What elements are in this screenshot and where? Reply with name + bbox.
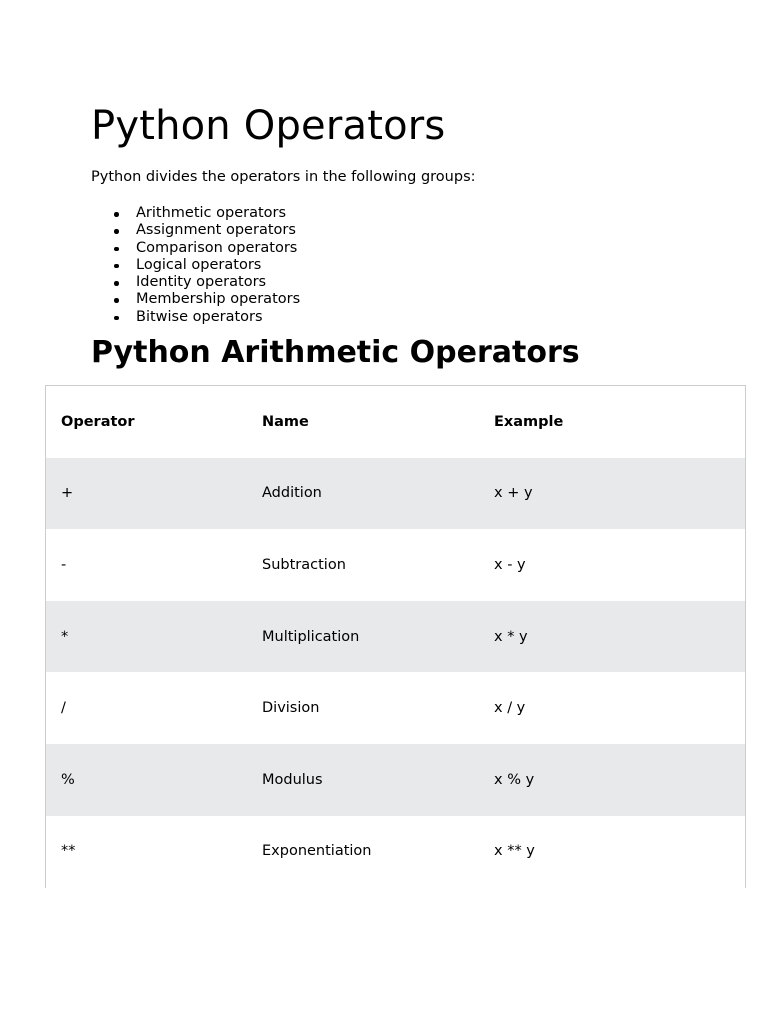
example-cell: x % y	[494, 771, 535, 788]
table-row	[46, 816, 745, 888]
name-cell: Division	[262, 700, 320, 717]
header-example: Example	[494, 413, 564, 430]
operator-cell: -	[61, 556, 67, 573]
operator-cell: **	[61, 843, 76, 860]
operators-table	[46, 386, 745, 887]
header-name: Name	[262, 413, 309, 430]
list-item: Bitwise operators	[136, 309, 300, 326]
name-cell: Subtraction	[262, 556, 346, 573]
example-cell: x - y	[494, 556, 526, 573]
name-cell: Exponentiation	[262, 843, 372, 860]
list-item: Logical operators	[136, 257, 300, 274]
example-cell: x * y	[494, 628, 528, 645]
table-row	[46, 672, 745, 744]
name-cell: Addition	[262, 485, 322, 502]
table-row	[46, 529, 745, 601]
table-row	[46, 601, 745, 673]
table-row	[46, 458, 745, 530]
name-cell: Modulus	[262, 771, 323, 788]
example-cell: x / y	[494, 700, 526, 717]
example-cell: x ** y	[494, 843, 535, 860]
section-title: Python Arithmetic Operators	[91, 335, 580, 370]
operator-cell: +	[61, 485, 74, 502]
table-row	[46, 744, 745, 816]
list-item: Arithmetic operators	[136, 205, 300, 222]
list-item: Identity operators	[136, 274, 300, 291]
operator-cell: /	[61, 700, 66, 717]
list-item: Membership operators	[136, 291, 301, 308]
name-cell: Multiplication	[262, 628, 360, 645]
intro-text: Python divides the operators in the following groups:	[91, 169, 476, 185]
operator-groups-list	[136, 205, 300, 326]
page-title: Python Operators	[91, 103, 446, 149]
example-cell: x + y	[494, 485, 533, 502]
list-item: Comparison operators	[136, 240, 300, 257]
list-item: Assignment operators	[136, 222, 300, 239]
table-header-row	[46, 386, 745, 458]
operators-table-container	[45, 385, 746, 888]
operator-cell: *	[61, 628, 69, 645]
header-operator: Operator	[61, 413, 135, 430]
operator-cell: %	[61, 771, 75, 788]
